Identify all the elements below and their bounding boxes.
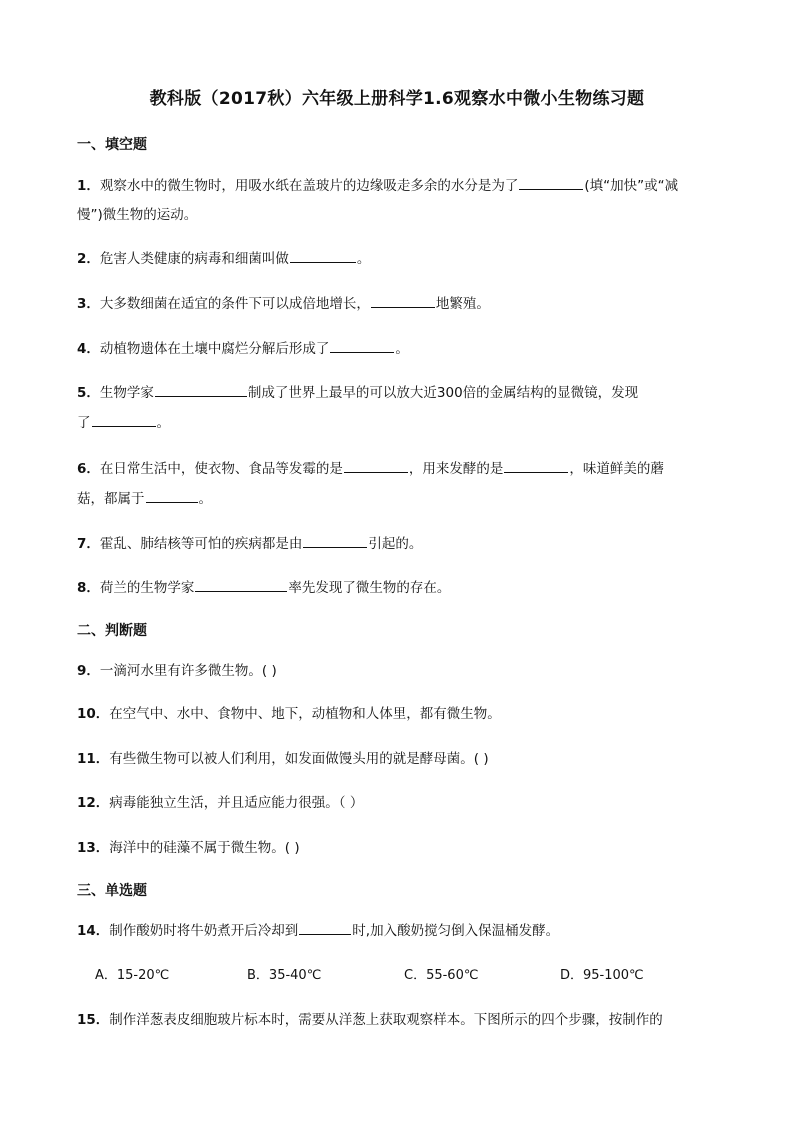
question-number: 6． [77, 461, 100, 477]
question-text: 在日常生活中，使衣物、食品等发霉的是 [99, 461, 343, 477]
question-text: 霍乱、肺结核等可怕的疾病都是由 [99, 536, 303, 552]
question-15 [77, 1006, 717, 1034]
question-6 [77, 455, 717, 483]
question-text: (填“加快”或“减 [584, 178, 679, 194]
question-text: 地繁殖。 [435, 296, 490, 312]
question-14 [77, 917, 717, 945]
question-text: 制作洋葱表皮细胞玻片标本时，需要从洋葱上获取观察样本。下图所示的四个步骤，按制作的 [109, 1012, 663, 1028]
question-text: 了 [77, 415, 91, 431]
question-text: 动植物遗体在土壤中腐烂分解后形成了 [99, 341, 330, 357]
question-number: 14． [77, 923, 110, 939]
answer-blank[interactable] [146, 487, 198, 503]
answer-blank[interactable] [195, 576, 287, 592]
question-3 [77, 290, 717, 318]
question-text: 。 [356, 251, 371, 267]
answer-blank[interactable] [155, 381, 247, 397]
question-number: 8． [77, 580, 100, 596]
option-a[interactable]: A．15-20℃ [95, 968, 170, 983]
answer-blank[interactable] [290, 247, 356, 263]
question-number: 1． [77, 178, 100, 194]
question-number: 15． [77, 1012, 110, 1028]
question-number: 10． [77, 706, 110, 722]
question-text: ，用来发酵的是 [408, 461, 504, 477]
answer-blank[interactable] [92, 411, 156, 427]
question-number: 3． [77, 296, 100, 312]
question-5 [77, 379, 717, 407]
question-text: 引起的。 [368, 536, 423, 552]
question-2 [77, 245, 717, 273]
question-number: 13． [77, 840, 110, 856]
page-title: 教科版（2017秋）六年级上册科学1.6观察水中微小生物练习题 [149, 89, 645, 109]
question-9 [77, 657, 717, 685]
question-text: 危害人类健康的病毒和细菌叫做 [99, 251, 289, 267]
question-text: 观察水中的微生物时，用吸水纸在盖玻片的边缘吸走多余的水分是为了 [99, 178, 519, 194]
question-text: 在空气中、水中、食物中、地下，动植物和人体里，都有微生物。 [109, 706, 501, 722]
question-text[interactable]: 有些微生物可以被人们利用，如发面做馒头用的就是酵母菌。( ) [109, 751, 489, 767]
question-number: 11． [77, 751, 110, 767]
option-b[interactable]: B．35-40℃ [247, 968, 322, 983]
question-14-options [95, 962, 695, 990]
section-heading-single-choice: 三、单选题 [77, 883, 147, 899]
section-heading-fill-blank: 一、填空题 [77, 137, 147, 153]
question-text: 制成了世界上最早的可以放大近300倍的金属结构的显微镜，发现 [247, 385, 639, 401]
question-number: 5． [77, 385, 100, 401]
question-10 [77, 700, 717, 728]
answer-blank[interactable] [303, 532, 367, 548]
question-text: 慢”)微生物的运动。 [77, 207, 198, 223]
question-number: 9． [77, 663, 100, 679]
question-12 [77, 789, 717, 817]
question-text: 荷兰的生物学家 [99, 580, 195, 596]
question-11 [77, 745, 717, 773]
question-number: 4． [77, 341, 100, 357]
question-text[interactable]: 病毒能独立生活，并且适应能力很强。（ ） [109, 795, 364, 811]
question-text: 。 [156, 415, 170, 431]
question-number: 7． [77, 536, 100, 552]
question-number: 12． [77, 795, 110, 811]
question-text: 制作酸奶时将牛奶煮开后冷却到 [109, 923, 299, 939]
question-1 [77, 172, 717, 200]
question-text: ，味道鲜美的蘑 [569, 461, 664, 477]
question-text: 时,加入酸奶搅匀倒入保温桶发酵。 [352, 923, 560, 939]
question-8 [77, 574, 717, 602]
question-number: 2． [77, 251, 100, 267]
answer-blank[interactable] [519, 174, 583, 190]
question-6-continued [77, 485, 717, 513]
question-text: 大多数细菌在适宜的条件下可以成倍地增长， [99, 296, 370, 312]
answer-blank[interactable] [330, 337, 394, 353]
question-text: 菇，都属于 [77, 491, 145, 507]
question-text[interactable]: 海洋中的硅藻不属于微生物。( ) [109, 840, 300, 856]
question-13 [77, 834, 717, 862]
answer-blank[interactable] [371, 292, 435, 308]
question-4 [77, 335, 717, 363]
option-c[interactable]: C．55-60℃ [404, 968, 479, 983]
question-7 [77, 530, 717, 558]
question-text: 率先发现了微生物的存在。 [288, 580, 451, 596]
question-5-continued [77, 409, 717, 437]
answer-blank[interactable] [299, 919, 351, 935]
question-text: 。 [198, 491, 212, 507]
question-1-continued [77, 201, 717, 229]
answer-blank[interactable] [344, 457, 408, 473]
question-text: 。 [395, 341, 409, 357]
question-text[interactable]: 一滴河水里有许多微生物。( ) [99, 663, 277, 679]
question-text: 生物学家 [99, 385, 154, 401]
answer-blank[interactable] [504, 457, 568, 473]
option-d[interactable]: D．95-100℃ [560, 968, 644, 983]
section-heading-true-false: 二、判断题 [77, 623, 147, 639]
